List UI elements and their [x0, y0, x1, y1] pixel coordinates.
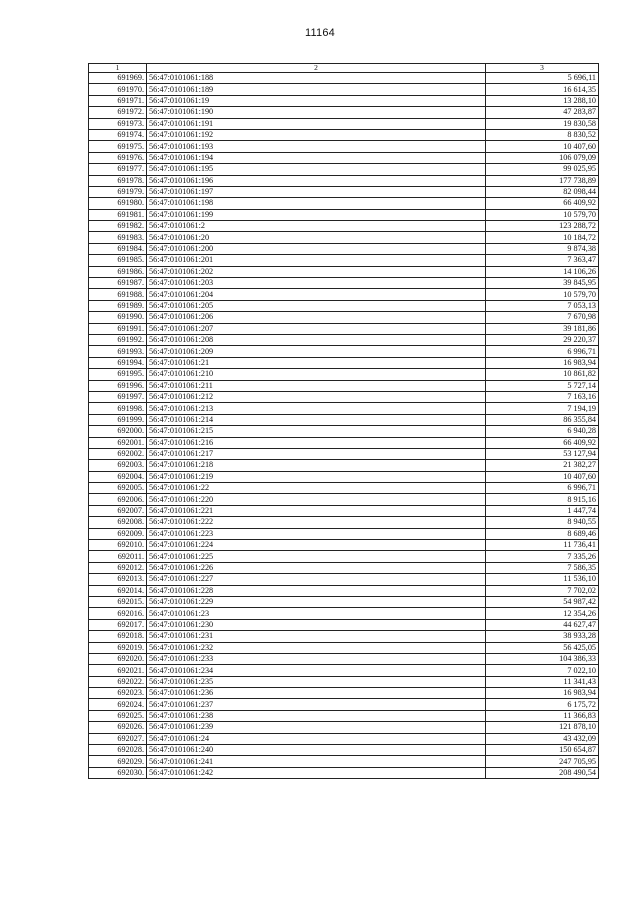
- cadastral-number-cell: 56:47:0101061:211: [147, 380, 486, 391]
- table-row: [89, 380, 599, 391]
- row-number-cell: 692020.: [89, 653, 147, 664]
- cadastral-value-cell: 121 878,10: [486, 722, 599, 733]
- row-number-cell: 691997.: [89, 391, 147, 402]
- cadastral-value-cell: 7 335,26: [486, 551, 599, 562]
- row-number-cell: 692005.: [89, 483, 147, 494]
- row-number-cell: 692004.: [89, 471, 147, 482]
- table-row: [89, 688, 599, 699]
- row-number-cell: 692008.: [89, 517, 147, 528]
- cadastral-value-cell: 12 354,26: [486, 608, 599, 619]
- cadastral-value-cell: 11 736,41: [486, 540, 599, 551]
- cadastral-number-cell: 56:47:0101061:203: [147, 278, 486, 289]
- row-number-cell: 692024.: [89, 699, 147, 710]
- cadastral-value-cell: 208 490,54: [486, 767, 599, 778]
- column-header-cadastral-number: 2: [147, 64, 486, 73]
- table-row: [89, 745, 599, 756]
- row-number-cell: 691983.: [89, 232, 147, 243]
- row-number-cell: 692013.: [89, 574, 147, 585]
- cadastral-number-cell: 56:47:0101061:224: [147, 540, 486, 551]
- table-row: [89, 756, 599, 767]
- table-row: [89, 357, 599, 368]
- table-row: [89, 369, 599, 380]
- cadastral-number-cell: 56:47:0101061:189: [147, 84, 486, 95]
- table-row: [89, 562, 599, 573]
- row-number-cell: 691981.: [89, 209, 147, 220]
- cadastral-number-cell: 56:47:0101061:199: [147, 209, 486, 220]
- cadastral-number-cell: 56:47:0101061:222: [147, 517, 486, 528]
- cadastral-value-cell: 150 654,87: [486, 745, 599, 756]
- row-number-cell: 692021.: [89, 665, 147, 676]
- table-row: [89, 118, 599, 129]
- cadastral-number-cell: 56:47:0101061:24: [147, 733, 486, 744]
- cadastral-value-cell: 11 536,10: [486, 574, 599, 585]
- table-row: [89, 585, 599, 596]
- cadastral-number-cell: 56:47:0101061:231: [147, 631, 486, 642]
- cadastral-value-cell: 14 106,26: [486, 266, 599, 277]
- row-number-cell: 691970.: [89, 84, 147, 95]
- cadastral-value-cell: 6 175,72: [486, 699, 599, 710]
- row-number-cell: 692029.: [89, 756, 147, 767]
- table-row: [89, 642, 599, 653]
- cadastral-value-cell: 16 983,94: [486, 688, 599, 699]
- table-row: [89, 619, 599, 630]
- cadastral-value-cell: 7 702,02: [486, 585, 599, 596]
- cadastral-number-cell: 56:47:0101061:229: [147, 596, 486, 607]
- row-number-cell: 691999.: [89, 414, 147, 425]
- cadastral-value-cell: 99 025,95: [486, 164, 599, 175]
- table-row: [89, 141, 599, 152]
- row-number-cell: 691976.: [89, 152, 147, 163]
- cadastral-value-cell: 8 940,55: [486, 517, 599, 528]
- cadastral-number-cell: 56:47:0101061:225: [147, 551, 486, 562]
- table-row: [89, 540, 599, 551]
- cadastral-value-cell: 44 627,47: [486, 619, 599, 630]
- row-number-cell: 692025.: [89, 710, 147, 721]
- cadastral-number-cell: 56:47:0101061:237: [147, 699, 486, 710]
- table-row: [89, 232, 599, 243]
- row-number-cell: 691991.: [89, 323, 147, 334]
- row-number-cell: 691986.: [89, 266, 147, 277]
- row-number-cell: 692018.: [89, 631, 147, 642]
- cadastral-number-cell: 56:47:0101061:216: [147, 437, 486, 448]
- table-row: [89, 84, 599, 95]
- cadastral-number-cell: 56:47:0101061:241: [147, 756, 486, 767]
- row-number-cell: 691996.: [89, 380, 147, 391]
- row-number-cell: 691993.: [89, 346, 147, 357]
- row-number-cell: 692015.: [89, 596, 147, 607]
- table-body: [89, 73, 599, 779]
- cadastral-number-cell: 56:47:0101061:227: [147, 574, 486, 585]
- row-number-cell: 691988.: [89, 289, 147, 300]
- row-number-cell: 692006.: [89, 494, 147, 505]
- cadastral-value-cell: 66 409,92: [486, 437, 599, 448]
- row-number-cell: 691969.: [89, 73, 147, 84]
- table-row: [89, 733, 599, 744]
- cadastral-number-cell: 56:47:0101061:192: [147, 129, 486, 140]
- row-number-cell: 691971.: [89, 95, 147, 106]
- cadastral-value-cell: 16 614,35: [486, 84, 599, 95]
- cadastral-value-cell: 13 288,10: [486, 95, 599, 106]
- row-number-cell: 691984.: [89, 243, 147, 254]
- cadastral-value-cell: 104 386,33: [486, 653, 599, 664]
- cadastral-number-cell: 56:47:0101061:208: [147, 334, 486, 345]
- cadastral-number-cell: 56:47:0101061:213: [147, 403, 486, 414]
- cadastral-value-cell: 16 983,94: [486, 357, 599, 368]
- cadastral-number-cell: 56:47:0101061:207: [147, 323, 486, 334]
- table-row: [89, 175, 599, 186]
- cadastral-number-cell: 56:47:0101061:190: [147, 107, 486, 118]
- cadastral-value-cell: 82 098,44: [486, 186, 599, 197]
- row-number-cell: 691977.: [89, 164, 147, 175]
- row-number-cell: 692016.: [89, 608, 147, 619]
- table-row: [89, 448, 599, 459]
- cadastral-number-cell: 56:47:0101061:205: [147, 300, 486, 311]
- cadastral-number-cell: 56:47:0101061:195: [147, 164, 486, 175]
- row-number-cell: 692028.: [89, 745, 147, 756]
- table-row: [89, 403, 599, 414]
- cadastral-value-cell: 29 220,37: [486, 334, 599, 345]
- table-row: [89, 209, 599, 220]
- cadastral-number-cell: 56:47:0101061:206: [147, 312, 486, 323]
- table-row: [89, 631, 599, 642]
- row-number-cell: 692023.: [89, 688, 147, 699]
- table-row: [89, 517, 599, 528]
- cadastral-value-cell: 38 933,28: [486, 631, 599, 642]
- row-number-cell: 691995.: [89, 369, 147, 380]
- table-row: [89, 437, 599, 448]
- table-row: [89, 346, 599, 357]
- row-number-cell: 692007.: [89, 505, 147, 516]
- table-row: [89, 312, 599, 323]
- cadastral-value-cell: 56 425,05: [486, 642, 599, 653]
- table-row: [89, 653, 599, 664]
- cadastral-number-cell: 56:47:0101061:215: [147, 426, 486, 437]
- cadastral-number-cell: 56:47:0101061:188: [147, 73, 486, 84]
- row-number-cell: 692001.: [89, 437, 147, 448]
- cadastral-number-cell: 56:47:0101061:19: [147, 95, 486, 106]
- row-number-cell: 692027.: [89, 733, 147, 744]
- row-number-cell: 691982.: [89, 221, 147, 232]
- row-number-cell: 692003.: [89, 460, 147, 471]
- row-number-cell: 691972.: [89, 107, 147, 118]
- row-number-cell: 692019.: [89, 642, 147, 653]
- cadastral-value-cell: 8 689,46: [486, 528, 599, 539]
- cadastral-number-cell: 56:47:0101061:214: [147, 414, 486, 425]
- cadastral-number-cell: 56:47:0101061:196: [147, 175, 486, 186]
- cadastral-number-cell: 56:47:0101061:200: [147, 243, 486, 254]
- table-row: [89, 266, 599, 277]
- cadastral-number-cell: 56:47:0101061:218: [147, 460, 486, 471]
- table-row: [89, 414, 599, 425]
- cadastral-value-cell: 10 184,72: [486, 232, 599, 243]
- table-row: [89, 198, 599, 209]
- cadastral-number-cell: 56:47:0101061:2: [147, 221, 486, 232]
- row-number-cell: 692026.: [89, 722, 147, 733]
- row-number-cell: 692022.: [89, 676, 147, 687]
- table-row: [89, 426, 599, 437]
- cadastral-number-cell: 56:47:0101061:226: [147, 562, 486, 573]
- cadastral-number-cell: 56:47:0101061:240: [147, 745, 486, 756]
- cadastral-value-cell: 8 830,52: [486, 129, 599, 140]
- cadastral-number-cell: 56:47:0101061:233: [147, 653, 486, 664]
- table-row: [89, 710, 599, 721]
- cadastral-value-cell: 66 409,92: [486, 198, 599, 209]
- cadastral-number-cell: 56:47:0101061:20: [147, 232, 486, 243]
- cadastral-value-cell: 53 127,94: [486, 448, 599, 459]
- cadastral-number-cell: 56:47:0101061:223: [147, 528, 486, 539]
- cadastral-number-cell: 56:47:0101061:235: [147, 676, 486, 687]
- row-number-cell: 692017.: [89, 619, 147, 630]
- table-row: [89, 574, 599, 585]
- row-number-cell: 692011.: [89, 551, 147, 562]
- cadastral-value-cell: 10 861,82: [486, 369, 599, 380]
- cadastral-value-cell: 7 022,10: [486, 665, 599, 676]
- row-number-cell: 691973.: [89, 118, 147, 129]
- row-number-cell: 692012.: [89, 562, 147, 573]
- cadastral-number-cell: 56:47:0101061:239: [147, 722, 486, 733]
- cadastral-value-cell: 39 181,86: [486, 323, 599, 334]
- row-number-cell: 691985.: [89, 255, 147, 266]
- cadastral-value-cell: 247 705,95: [486, 756, 599, 767]
- cadastral-value-cell: 6 996,71: [486, 346, 599, 357]
- table-row: [89, 95, 599, 106]
- cadastral-number-cell: 56:47:0101061:220: [147, 494, 486, 505]
- cadastral-value-cell: 6 940,28: [486, 426, 599, 437]
- row-number-cell: 692002.: [89, 448, 147, 459]
- table-row: [89, 699, 599, 710]
- cadastral-value-cell: 7 670,98: [486, 312, 599, 323]
- cadastral-value-cell: 10 407,60: [486, 471, 599, 482]
- cadastral-number-cell: 56:47:0101061:232: [147, 642, 486, 653]
- cadastral-value-cell: 6 996,71: [486, 483, 599, 494]
- cadastral-number-cell: 56:47:0101061:217: [147, 448, 486, 459]
- cadastral-value-cell: 177 738,89: [486, 175, 599, 186]
- table-row: [89, 164, 599, 175]
- cadastral-value-cell: 10 579,70: [486, 289, 599, 300]
- cadastral-value-cell: 7 586,35: [486, 562, 599, 573]
- table-row: [89, 300, 599, 311]
- cadastral-value-cell: 11 366,83: [486, 710, 599, 721]
- cadastral-number-cell: 56:47:0101061:204: [147, 289, 486, 300]
- cadastral-number-cell: 56:47:0101061:191: [147, 118, 486, 129]
- cadastral-value-cell: 10 579,70: [486, 209, 599, 220]
- cadastral-number-cell: 56:47:0101061:209: [147, 346, 486, 357]
- table-row: [89, 73, 599, 84]
- cadastral-value-cell: 8 915,16: [486, 494, 599, 505]
- cadastral-value-cell: 19 830,58: [486, 118, 599, 129]
- cadastral-value-cell: 5 696,11: [486, 73, 599, 84]
- cadastral-value-cell: 9 874,38: [486, 243, 599, 254]
- row-number-cell: 691998.: [89, 403, 147, 414]
- row-number-cell: 691992.: [89, 334, 147, 345]
- cadastral-number-cell: 56:47:0101061:22: [147, 483, 486, 494]
- table-row: [89, 152, 599, 163]
- table-row: [89, 471, 599, 482]
- table-row: [89, 186, 599, 197]
- cadastral-number-cell: 56:47:0101061:198: [147, 198, 486, 209]
- table-row: [89, 676, 599, 687]
- table-row: [89, 767, 599, 778]
- cadastral-value-cell: 7 363,47: [486, 255, 599, 266]
- row-number-cell: 691987.: [89, 278, 147, 289]
- cadastral-number-cell: 56:47:0101061:197: [147, 186, 486, 197]
- page-number: 11164: [305, 27, 335, 39]
- cadastral-number-cell: 56:47:0101061:242: [147, 767, 486, 778]
- row-number-cell: 691989.: [89, 300, 147, 311]
- cadastral-value-cell: 123 288,72: [486, 221, 599, 232]
- table-row: [89, 551, 599, 562]
- cadastral-number-cell: 56:47:0101061:193: [147, 141, 486, 152]
- cadastral-number-cell: 56:47:0101061:212: [147, 391, 486, 402]
- column-header-number: 1: [89, 64, 147, 73]
- row-number-cell: 692009.: [89, 528, 147, 539]
- cadastral-number-cell: 56:47:0101061:202: [147, 266, 486, 277]
- table-row: [89, 665, 599, 676]
- cadastral-value-cell: 47 283,87: [486, 107, 599, 118]
- cadastral-value-table: [88, 63, 599, 779]
- table-row: [89, 460, 599, 471]
- row-number-cell: 691979.: [89, 186, 147, 197]
- cadastral-value-cell: 7 163,16: [486, 391, 599, 402]
- table-row: [89, 483, 599, 494]
- table-row: [89, 129, 599, 140]
- row-number-cell: 692010.: [89, 540, 147, 551]
- cadastral-number-cell: 56:47:0101061:201: [147, 255, 486, 266]
- cadastral-number-cell: 56:47:0101061:234: [147, 665, 486, 676]
- column-header-value: 3: [486, 64, 599, 73]
- cadastral-number-cell: 56:47:0101061:23: [147, 608, 486, 619]
- cadastral-value-cell: 7 053,13: [486, 300, 599, 311]
- row-number-cell: 691974.: [89, 129, 147, 140]
- cadastral-number-cell: 56:47:0101061:221: [147, 505, 486, 516]
- cadastral-value-cell: 39 845,95: [486, 278, 599, 289]
- table-row: [89, 722, 599, 733]
- cadastral-value-cell: 5 727,14: [486, 380, 599, 391]
- cadastral-number-cell: 56:47:0101061:219: [147, 471, 486, 482]
- row-number-cell: 691980.: [89, 198, 147, 209]
- table-row: [89, 334, 599, 345]
- row-number-cell: 692014.: [89, 585, 147, 596]
- cadastral-number-cell: 56:47:0101061:236: [147, 688, 486, 699]
- cadastral-number-cell: 56:47:0101061:194: [147, 152, 486, 163]
- table-row: [89, 494, 599, 505]
- row-number-cell: 691990.: [89, 312, 147, 323]
- cadastral-value-cell: 7 194,19: [486, 403, 599, 414]
- cadastral-number-cell: 56:47:0101061:228: [147, 585, 486, 596]
- cadastral-value-cell: 11 341,43: [486, 676, 599, 687]
- row-number-cell: 691978.: [89, 175, 147, 186]
- cadastral-number-cell: 56:47:0101061:238: [147, 710, 486, 721]
- table-row: [89, 608, 599, 619]
- row-number-cell: 692030.: [89, 767, 147, 778]
- row-number-cell: 691975.: [89, 141, 147, 152]
- table-row: [89, 243, 599, 254]
- table-row: [89, 596, 599, 607]
- table-row: [89, 107, 599, 118]
- cadastral-value-cell: 43 432,09: [486, 733, 599, 744]
- cadastral-value-cell: 21 382,27: [486, 460, 599, 471]
- cadastral-number-cell: 56:47:0101061:21: [147, 357, 486, 368]
- cadastral-number-cell: 56:47:0101061:210: [147, 369, 486, 380]
- table-row: [89, 391, 599, 402]
- table-row: [89, 505, 599, 516]
- table-row: [89, 278, 599, 289]
- table-row: [89, 255, 599, 266]
- header-row: [89, 64, 599, 73]
- table-row: [89, 221, 599, 232]
- cadastral-value-cell: 10 407,60: [486, 141, 599, 152]
- table-header: [89, 64, 599, 73]
- cadastral-value-cell: 106 079,09: [486, 152, 599, 163]
- row-number-cell: 691994.: [89, 357, 147, 368]
- cadastral-value-cell: 1 447,74: [486, 505, 599, 516]
- table-row: [89, 289, 599, 300]
- cadastral-value-cell: 54 987,42: [486, 596, 599, 607]
- table-row: [89, 528, 599, 539]
- row-number-cell: 692000.: [89, 426, 147, 437]
- cadastral-value-cell: 86 355,84: [486, 414, 599, 425]
- cadastral-number-cell: 56:47:0101061:230: [147, 619, 486, 630]
- table-row: [89, 323, 599, 334]
